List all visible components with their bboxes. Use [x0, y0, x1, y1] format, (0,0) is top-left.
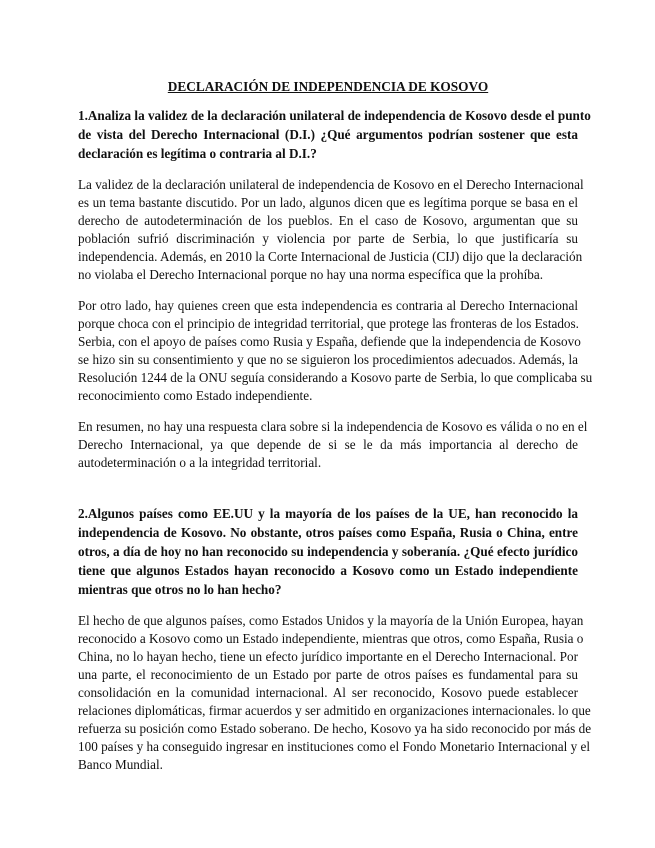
- text-line: La validez de la declaración unilateral de independencia de Kosovo en el Derecho Internacional: [78, 177, 584, 192]
- text-line: porque choca con el principio de integridad territorial, que protege las fronteras de los Estados.: [78, 316, 579, 331]
- document-title: DECLARACIÓN DE INDEPENDENCIA DE KOSOVO: [167, 79, 489, 94]
- text-line: Banco Mundial.: [78, 757, 163, 772]
- paragraph-spacer: [78, 163, 578, 176]
- text-line: El hecho de que algunos países, como Estados Unidos y la mayoría de la Unión Europea, hayan: [78, 613, 584, 628]
- answer-paragraph: [78, 297, 593, 405]
- paragraph-spacer: [78, 284, 578, 297]
- text-line: declaración es legítima o contraria al D.I.?: [78, 146, 317, 161]
- text-line: Serbia, con el apoyo de países como Rusia y España, defiende que la independencia de Kosovo: [78, 334, 581, 349]
- paragraph-spacer: [78, 599, 578, 612]
- text-line: relaciones diplomáticas, firmar acuerdos y ser admitido en organizaciones internacionales. lo que: [78, 703, 591, 718]
- text-line: una parte, el reconocimiento de un Estado por parte de otros países es fundamental para su: [78, 667, 578, 682]
- text-line: En resumen, no hay una respuesta clara sobre si la independencia de Kosovo es válida o no en el: [78, 419, 588, 434]
- text-line: reconocido a Kosovo como un Estado independiente, mientras que otros, como España, Rusia o: [78, 631, 584, 646]
- text-line: otros, a día de hoy no han reconocido su independencia y soberanía. ¿Qué efecto jurídico: [78, 544, 578, 559]
- text-line: es un tema bastante discutido. Por un lado, algunos dicen que es legítima porque se basa en el: [78, 195, 578, 210]
- text-line: mientras que otros no lo han hecho?: [78, 582, 282, 597]
- text-line: Por otro lado, hay quienes creen que esta independencia es contraria al Derecho Internacional: [78, 298, 578, 313]
- answer-paragraph: [78, 176, 584, 284]
- text-line: China, no lo hayan hecho, tiene un efecto jurídico importante en el Derecho Internacional. Por: [78, 649, 578, 664]
- text-line: derecho de autodeterminación de los pueblos. En el caso de Kosovo, argumentan que su: [78, 213, 578, 228]
- text-line: de vista del Derecho Internacional (D.I.) ¿Qué argumentos podrían sostener que esta: [78, 127, 578, 142]
- answer-paragraph: [78, 612, 592, 774]
- document-body: [78, 106, 593, 774]
- text-line: autodeterminación o a la integridad territorial.: [78, 455, 322, 470]
- text-line: tiene que algunos Estados hayan reconocido a Kosovo como un Estado independiente: [78, 563, 578, 578]
- text-line: 1.Analiza la validez de la declaración unilateral de independencia de Kosovo desde el punto: [78, 108, 591, 123]
- text-line: refuerza su posición como Estado soberano. De hecho, Kosovo ya ha sido reconocido por más de: [78, 721, 592, 736]
- paragraph-spacer: [78, 405, 578, 418]
- answer-paragraph: [78, 418, 588, 472]
- text-line: población sufrió discriminación y violencia por parte de Serbia, lo que justificaría su: [78, 231, 578, 246]
- text-line: no violaba el Derecho Internacional porque no hay una norma específica que la prohíba.: [78, 267, 544, 282]
- text-line: se hizo sin su consentimiento y que no se siguieron los procedimientos adecuados. Además, la: [78, 352, 578, 367]
- document-page: [78, 78, 593, 774]
- text-line: reconocimiento como Estado independiente.: [78, 388, 313, 403]
- text-line: independencia de Kosovo. No obstante, otros países como España, Rusia o China, entre: [78, 525, 578, 540]
- text-line: consolidación en la comunidad internacional. Al ser reconocido, Kosovo puede establecer: [78, 685, 578, 700]
- text-line: Resolución 1244 de la ONU seguía considerando a Kosovo parte de Serbia, lo que complicaba su: [78, 370, 593, 385]
- text-line: 100 países y ha conseguido ingresar en instituciones como el Fondo Monetario Internacional y el: [78, 739, 590, 754]
- text-line: Derecho Internacional, ya que depende de si se le da más importancia al derecho de: [78, 437, 578, 452]
- text-line: independencia. Además, en 2010 la Corte Internacional de Justicia (CIJ) dijo que la declaración: [78, 249, 583, 264]
- text-line: 2.Algunos países como EE.UU y la mayoría de los países de la UE, han reconocido la: [78, 506, 578, 521]
- question-heading: [78, 106, 591, 163]
- paragraph-spacer: [78, 472, 578, 504]
- question-heading: [78, 504, 578, 599]
